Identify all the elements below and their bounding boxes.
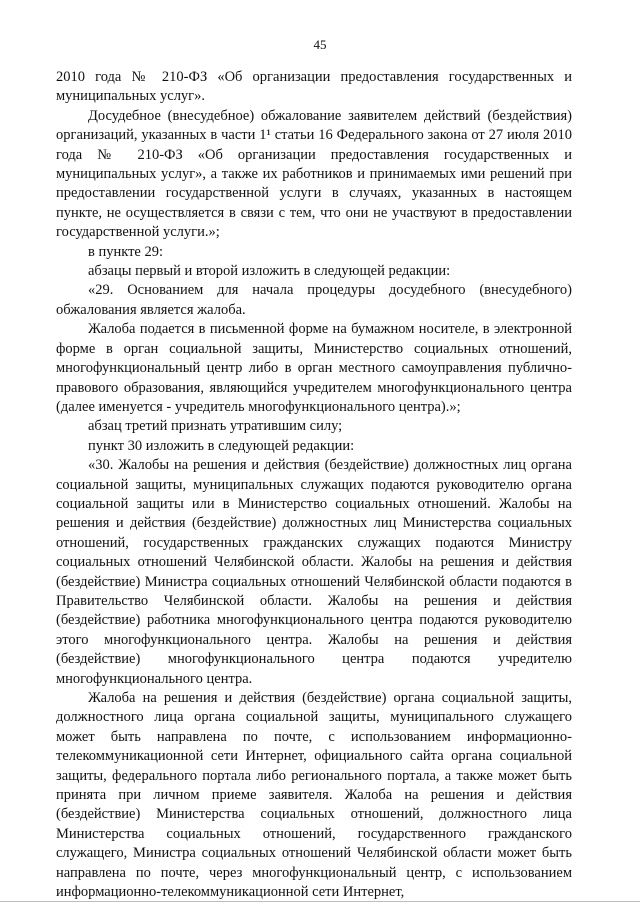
page-number: 45 bbox=[313, 37, 327, 52]
paragraph-item-29-intro: в пункте 29: bbox=[88, 243, 164, 260]
document-body bbox=[56, 68, 572, 902]
paragraph-complaint-submission: Жалоба подается в письменной форме на бумажном носителе, в электронной форме в орган социальной защиты, Министерство социальных отношений, многофункциональный центр либо в орган местного самоуправления публично-правового образования, являющийся учредителем многофункционального центра (далее именуется - учредитель многофункционального центра).»; bbox=[56, 321, 572, 415]
paragraph-item-29-instruction: абзацы первый и второй изложить в следующей редакции: bbox=[88, 263, 451, 280]
paragraph-item-29-third-repealed: абзац третий признать утратившим силу; bbox=[88, 418, 343, 435]
paragraph-pretrial-appeal-exclusion: Досудебное (внесудебное) обжалование заявителем действий (бездействия) организаций, указанных в части 1¹ статьи 16 Федерального закона от 27 июля 2010 года № 210-ФЗ «Об организации предоставления государственных и муниципальных услуг», а также их работников и принимаемых ими решений при предоставлении государственной услуги в случаях, указанных в настоящем пункте, не осуществляется в связи с тем, что они не участвуют в предоставлении государственной услуги.»; bbox=[56, 107, 572, 241]
paragraph-law-reference-continuation: 2010 года № 210-ФЗ «Об организации предоставления государственных и муниципальных услуг». bbox=[56, 69, 572, 105]
paragraph-item-29-text: «29. Основанием для начала процедуры досудебного (внесудебного) обжалования является жалоба. bbox=[56, 282, 572, 318]
paragraph-item-30-instruction: пункт 30 изложить в следующей редакции: bbox=[88, 437, 355, 454]
paragraph-complaint-channels: Жалоба на решения и действия (бездействие) органа социальной защиты, должностного лица органа социальной защиты, муниципального служащего может быть направлена по почте, с использованием информационно-телекоммуникационной сети Интернет, официального сайта органа социальной защиты, федерального портала либо регионального портала, а также может быть принята при личном приеме заявителя. Жалоба на решения и действия (бездействие) Министерства социальных отношений, должностного лица Министерства социальных отношений, государственного гражданского служащего, Министра социальных отношений Челябинской области может быть направлена по почте, через многофункциональный центр, с использованием информационно-телекоммуникационной сети Интернет, bbox=[56, 690, 572, 901]
paragraph-item-30-text: «30. Жалобы на решения и действия (бездействие) должностных лиц органа социальной защиты, муниципальных служащих подаются руководителю органа социальной защиты или в Министерство социальных отношений. Жалобы на решения и действия (бездействие) должностных лиц Министерства социальных отношений, государственных гражданских служащих подаются Министру социальных отношений Челябинской области. Жалобы на решения и действия (бездействие) Министра социальных отношений Челябинской области подаются в Правительство Челябинской области. Жалобы на решения и действия (бездействие) работника многофункционального центра подаются руководителю этого многофункционального центра. Жалобы на решения и действия (бездействие) многофункционального центра подаются учредителю многофункционального центра. bbox=[56, 457, 572, 687]
scan-edge-line bbox=[0, 901, 640, 902]
